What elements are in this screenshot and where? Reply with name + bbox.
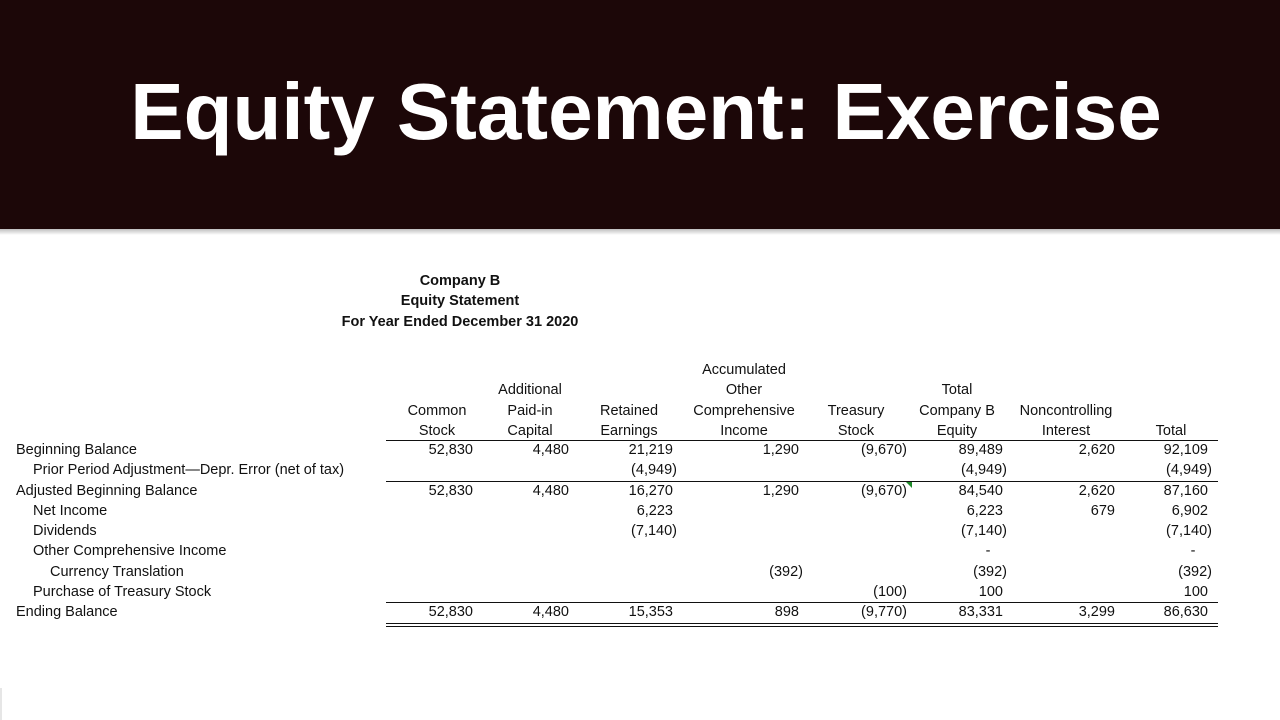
value-cell-ts: (9,670)	[861, 482, 907, 499]
value-cell-nci: 2,620	[1078, 482, 1115, 499]
column-header-line: Income	[720, 422, 768, 439]
statement-period: For Year Ended December 31 2020	[341, 313, 579, 330]
value-cell-ts: (9,770)	[861, 604, 907, 621]
value-cell-apic: 4,480	[532, 482, 569, 499]
value-cell-re: 15,353	[628, 604, 673, 621]
row-label: Ending Balance	[16, 604, 118, 621]
row-label: Currency Translation	[50, 563, 184, 580]
value-cell-tcbe: 6,223	[966, 502, 1003, 519]
column-header-line: Company B	[919, 402, 995, 419]
value-cell-tcbe: (4,949)	[961, 462, 1007, 479]
statement-name: Equity Statement	[400, 293, 520, 310]
column-header-line: Stock	[837, 422, 875, 439]
column-header-line: Earnings	[600, 422, 658, 439]
ending-rule-double-2	[386, 626, 1218, 627]
row-label: Purchase of Treasury Stock	[33, 584, 212, 601]
table-row	[0, 582, 1280, 602]
slide-edge	[0, 688, 2, 720]
company-name: Company B	[419, 273, 501, 289]
value-cell-common: 52,830	[428, 604, 473, 621]
value-cell-tcbe: 84,540	[958, 482, 1003, 499]
value-cell-tcbe: 100	[978, 584, 1003, 601]
value-cell-ts: (9,670)	[861, 442, 907, 458]
column-header-line: Noncontrolling	[1019, 402, 1113, 419]
statement-header	[300, 271, 620, 332]
column-header-line: Comprehensive	[693, 402, 795, 419]
value-cell-nci: 3,299	[1078, 604, 1115, 621]
column-header-line: Equity	[936, 422, 978, 439]
value-cell-nci: 2,620	[1078, 442, 1115, 458]
value-cell-total: -	[1190, 543, 1196, 560]
column-header-line: Interest	[1041, 422, 1091, 439]
value-cell-aoci: 1,290	[762, 482, 799, 499]
value-cell-re: (7,140)	[631, 523, 677, 540]
value-cell-total: 86,630	[1163, 604, 1208, 621]
cell-comment-marker	[905, 481, 912, 488]
table-row	[0, 602, 1280, 622]
column-header-line: Treasury	[827, 402, 885, 419]
banner-shadow	[0, 229, 1280, 235]
value-cell-re: (4,949)	[631, 462, 677, 479]
column-header-line: Stock	[418, 422, 456, 439]
table-row	[0, 481, 1280, 501]
row-label: Prior Period Adjustment—Depr. Error (net of tax)	[33, 462, 345, 479]
table-row	[0, 460, 1280, 480]
row-label: Other Comprehensive Income	[33, 543, 227, 560]
value-cell-aoci: 1,290	[762, 442, 799, 458]
table-row	[0, 541, 1280, 561]
value-cell-tcbe: -	[985, 543, 991, 560]
value-cell-ts: (100)	[873, 584, 907, 601]
value-cell-re: 6,223	[636, 502, 673, 519]
value-cell-tcbe: 83,331	[958, 604, 1003, 621]
value-cell-total: (4,949)	[1166, 462, 1212, 479]
value-cell-tcbe: (392)	[973, 563, 1007, 580]
table-row	[0, 440, 1280, 460]
value-cell-total: 100	[1183, 584, 1208, 601]
value-cell-common: 52,830	[428, 482, 473, 499]
value-cell-total: 87,160	[1163, 482, 1208, 499]
value-cell-total: 6,902	[1171, 502, 1208, 519]
table-row	[0, 521, 1280, 541]
row-label: Adjusted Beginning Balance	[16, 482, 198, 499]
column-header-line: Common	[407, 402, 467, 419]
column-header-line: Total	[941, 382, 973, 399]
value-cell-apic: 4,480	[532, 442, 569, 458]
column-header-line: Retained	[599, 402, 659, 419]
value-cell-nci: 679	[1090, 502, 1115, 519]
slide-title: Equity Statement: Exercise	[130, 67, 1162, 156]
table-row	[0, 501, 1280, 521]
value-cell-total: 92,109	[1163, 442, 1208, 458]
table-row	[0, 562, 1280, 582]
column-header-line: Additional	[498, 382, 562, 399]
equity-table	[0, 440, 1280, 623]
value-cell-re: 16,270	[628, 482, 673, 499]
row-label: Net Income	[33, 502, 108, 519]
value-cell-common: 52,830	[428, 442, 473, 458]
ending-rule-double-1	[386, 623, 1218, 624]
column-header-line: Paid-in	[507, 402, 553, 419]
column-header-line: Capital	[507, 422, 553, 439]
column-header-line: Other	[725, 382, 763, 399]
value-cell-tcbe: (7,140)	[961, 523, 1007, 540]
column-header-line: Total	[1155, 422, 1187, 439]
value-cell-apic: 4,480	[532, 604, 569, 621]
value-cell-tcbe: 89,489	[958, 442, 1003, 458]
value-cell-total: (7,140)	[1166, 523, 1212, 540]
value-cell-aoci: 898	[774, 604, 799, 621]
row-label: Beginning Balance	[16, 442, 137, 458]
row-label: Dividends	[33, 523, 97, 540]
column-header-line: Accumulated	[702, 362, 786, 378]
column-header-total	[1091, 421, 1251, 441]
value-cell-total: (392)	[1178, 563, 1212, 580]
value-cell-aoci: (392)	[769, 563, 803, 580]
header-rule	[386, 440, 1218, 441]
ending-rule-top	[386, 602, 1218, 603]
value-cell-re: 21,219	[628, 442, 673, 458]
adjustment-rule	[386, 481, 1218, 482]
